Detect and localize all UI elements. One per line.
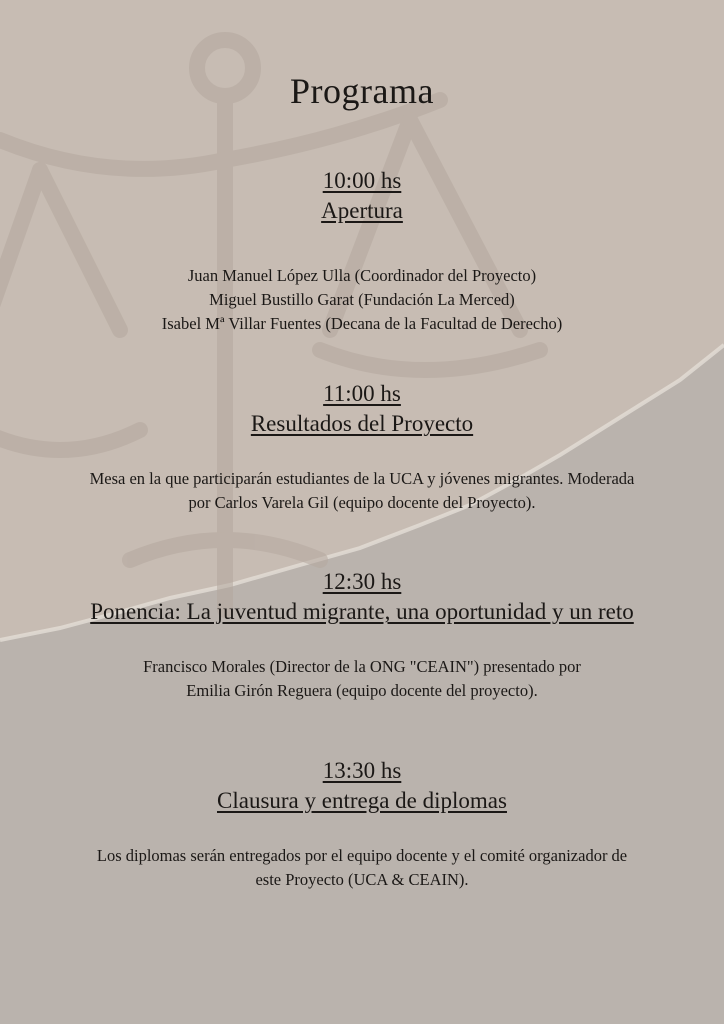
page-title: Programa — [290, 71, 434, 111]
section-body — [20, 264, 704, 336]
section-line: Francisco Morales (Director de la ONG "CEAIN") presentado por — [143, 657, 581, 676]
program-section-lecture — [20, 567, 704, 703]
section-body — [20, 467, 704, 515]
section-time: 13:30 hs — [322, 758, 402, 783]
section-body — [20, 655, 704, 703]
section-heading: Ponencia: La juventud migrante, una oportunidad y un reto — [90, 599, 634, 624]
section-line: Los diplomas serán entregados por el equipo docente y el comité organizador de — [96, 846, 628, 865]
program-section-results — [20, 379, 704, 515]
section-line: Juan Manuel López Ulla (Coordinador del Proyecto) — [187, 266, 537, 285]
section-line: Isabel Mª Villar Fuentes (Decana de la Facultad de Derecho) — [161, 314, 563, 333]
section-line: este Proyecto (UCA & CEAIN). — [255, 870, 469, 889]
section-time: 11:00 hs — [323, 381, 401, 406]
section-heading: Apertura — [321, 198, 403, 223]
section-time: 10:00 hs — [322, 168, 402, 193]
section-line: Emilia Girón Reguera (equipo docente del proyecto). — [186, 681, 538, 700]
section-heading: Resultados del Proyecto — [250, 411, 474, 436]
program-section-opening — [20, 166, 704, 336]
section-heading: Clausura y entrega de diplomas — [217, 788, 507, 813]
program-section-closing — [20, 756, 704, 892]
section-line: Miguel Bustillo Garat (Fundación La Merced) — [209, 290, 515, 309]
section-body — [20, 844, 704, 892]
section-line: Mesa en la que participarán estudiantes de la UCA y jóvenes migrantes. Moderada — [89, 469, 635, 488]
section-line: por Carlos Varela Gil (equipo docente del Proyecto). — [188, 493, 536, 512]
section-time: 12:30 hs — [322, 569, 402, 594]
